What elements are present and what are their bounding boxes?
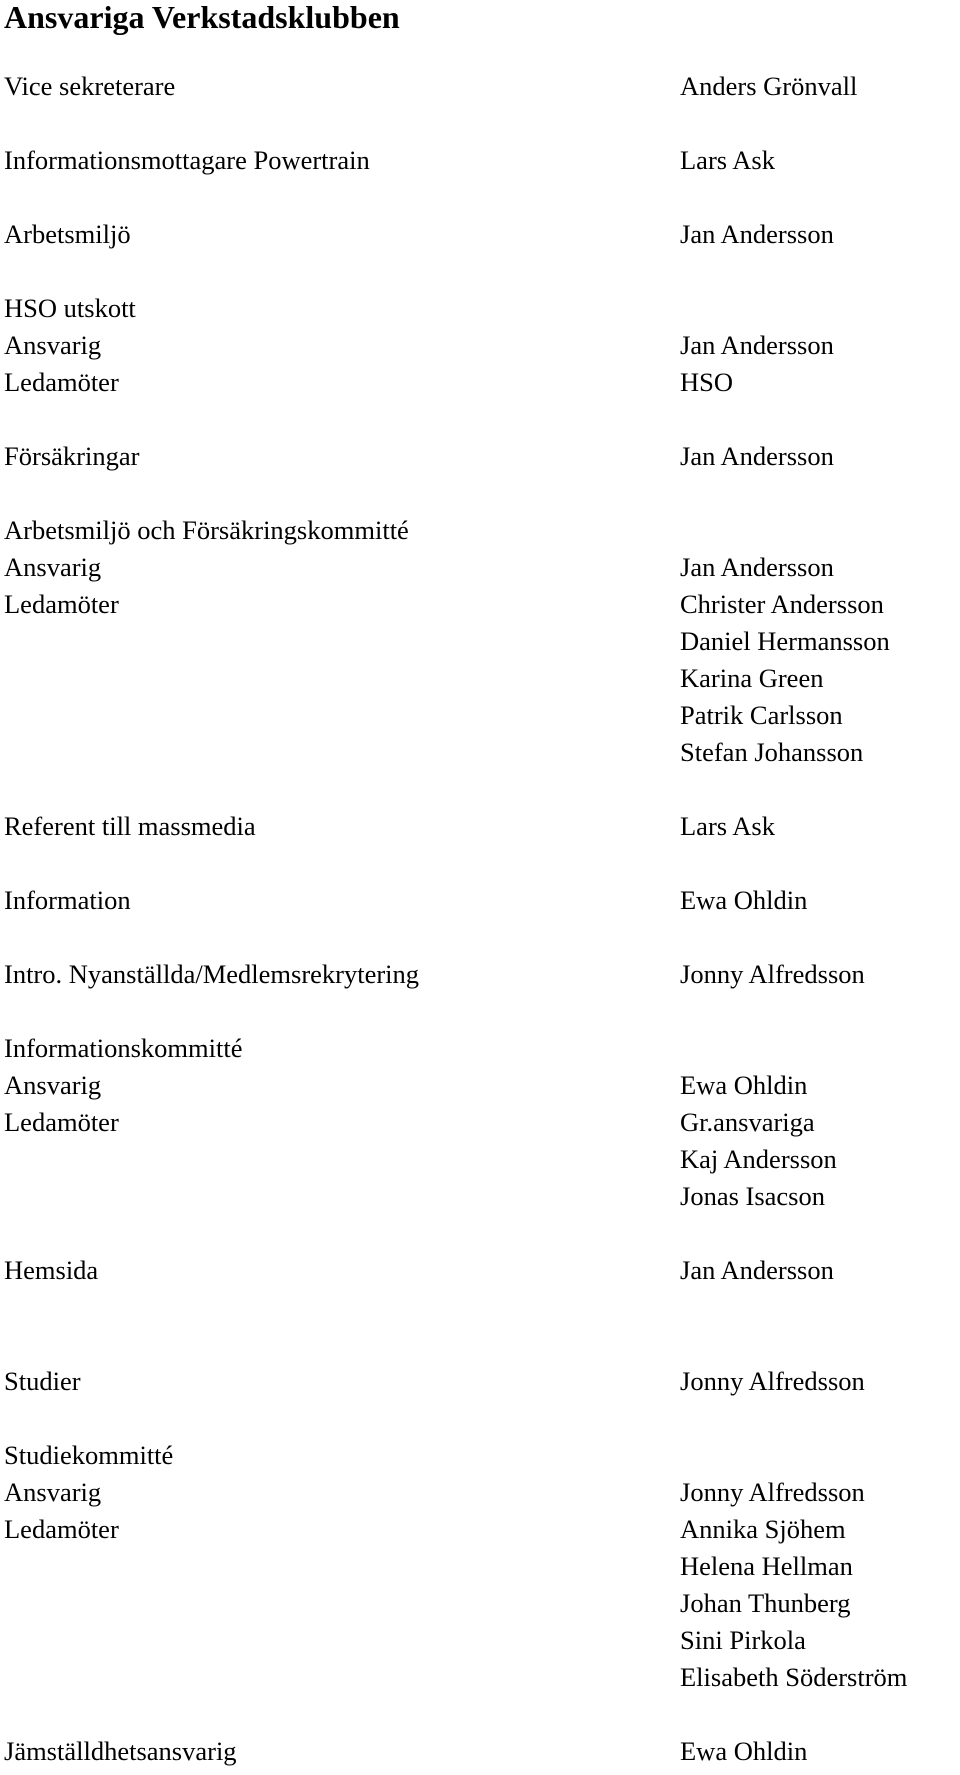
person-name: Sini Pirkola (680, 1625, 806, 1655)
person-name: Stefan Johansson (680, 737, 864, 767)
list-item (4, 882, 956, 919)
list-item (4, 1030, 956, 1215)
role-label: Intro. Nyanställda/Medlemsrekrytering (4, 959, 420, 989)
role-label: Information (4, 885, 131, 915)
person-name: Jonny Alfredsson (680, 1477, 865, 1507)
list-item (4, 142, 956, 179)
person-name: HSO (680, 367, 734, 397)
person-name (680, 1030, 956, 1067)
person-name: Annika Sjöhem (680, 1514, 846, 1544)
role-label: Jämställdhetsansvarig (4, 1736, 237, 1766)
list-item (4, 68, 956, 105)
responsibility-list (4, 68, 956, 1770)
person-name: Christer Andersson (680, 589, 884, 619)
person-name: Lars Ask (680, 145, 775, 175)
person-name: Jonny Alfredsson (680, 1366, 865, 1396)
role-label: Informationsmottagare Powertrain (4, 145, 370, 175)
list-item (4, 216, 956, 253)
list-item (4, 290, 956, 401)
person-name: Jonas Isacson (680, 1181, 825, 1211)
role-label: Ledamöter (4, 1107, 119, 1137)
list-item (4, 808, 956, 845)
list-item (4, 1733, 956, 1770)
person-name: Ewa Ohldin (680, 1736, 808, 1766)
group-label: Informationskommitté (4, 1033, 243, 1063)
role-label: Hemsida (4, 1255, 99, 1285)
role-label: Ansvarig (4, 1477, 102, 1507)
person-name (680, 512, 956, 549)
person-name (680, 1437, 956, 1474)
role-label: Ansvarig (4, 1070, 102, 1100)
person-name: Elisabeth Söderström (680, 1662, 908, 1692)
group-label: Arbetsmiljö och Försäkringskommitté (4, 515, 409, 545)
person-name: Karina Green (680, 663, 824, 693)
role-label: Försäkringar (4, 441, 140, 471)
role-label: Studier (4, 1366, 81, 1396)
list-item (4, 1252, 956, 1289)
person-name: Ewa Ohldin (680, 1070, 808, 1100)
role-label: Referent till massmedia (4, 811, 256, 841)
person-name: Jan Andersson (680, 552, 834, 582)
list-item (4, 1363, 956, 1400)
person-name: Johan Thunberg (680, 1588, 851, 1618)
role-label: Ledamöter (4, 589, 119, 619)
role-label: Arbetsmiljö (4, 219, 131, 249)
page-title: Ansvariga Verkstadsklubben (4, 0, 400, 35)
person-name: Lars Ask (680, 811, 775, 841)
document-page (4, 0, 956, 1770)
role-label: Ansvarig (4, 552, 102, 582)
list-item (4, 956, 956, 993)
person-name: Jan Andersson (680, 441, 834, 471)
person-name (680, 290, 956, 327)
person-name: Patrik Carlsson (680, 700, 843, 730)
person-name: Jan Andersson (680, 330, 834, 360)
person-name: Daniel Hermansson (680, 626, 890, 656)
person-name: Jonny Alfredsson (680, 959, 865, 989)
person-name: Anders Grönvall (680, 71, 858, 101)
list-item (4, 438, 956, 475)
role-label: Ledamöter (4, 367, 119, 397)
group-label: HSO utskott (4, 293, 136, 323)
person-name: Jan Andersson (680, 219, 834, 249)
person-name: Gr.ansvariga (680, 1107, 815, 1137)
list-item (4, 1437, 956, 1696)
person-name: Kaj Andersson (680, 1144, 837, 1174)
list-item (4, 512, 956, 771)
role-label: Ansvarig (4, 330, 102, 360)
person-name: Ewa Ohldin (680, 885, 808, 915)
group-label: Studiekommitté (4, 1440, 174, 1470)
role-label: Vice sekreterare (4, 71, 176, 101)
person-name: Helena Hellman (680, 1551, 853, 1581)
person-name: Jan Andersson (680, 1255, 834, 1285)
role-label: Ledamöter (4, 1514, 119, 1544)
